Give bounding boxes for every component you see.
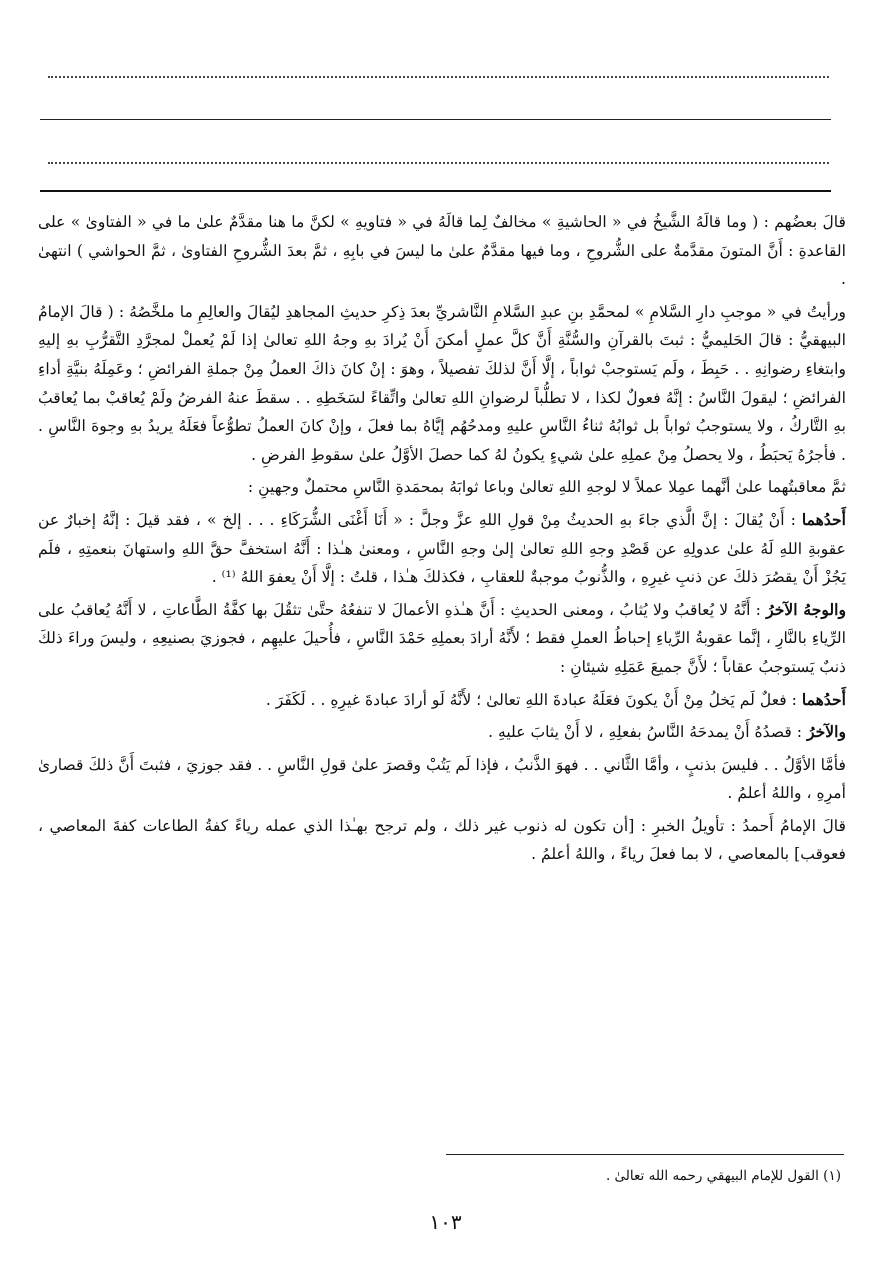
paragraph-text: : فعلٌ لَم يَخلُ مِنْ أَنْ يكونَ فعَلَهُ عبادةَ اللهِ تعالىٰ ؛ لأَنَّهُ لَو أرادَ عبادةَ غيرِهِ . . لَكَفَرَ . bbox=[265, 690, 802, 709]
paragraph-text: فأمَّا الأوَّلُ . . فليسَ بذنبٍ ، وأمَّا الثَّاني . . فهوَ الذَّنبُ ، فإذا لَم يَتُبْ وقصرَ علىٰ قولِ النَّاسِ . . فقد جوزيَ ، فثبتَ أَنَّ ذلكَ قصارىٰ أمرِهِ ، واللهُ أعلمُ . bbox=[38, 755, 846, 803]
paragraph-5 bbox=[38, 596, 846, 682]
paragraph-text: ورأيتُ في « موجبِ دارِ السَّلامِ » لمحمَّدِ بنِ عبدِ السَّلامِ النَّاشريِّ بعدَ ذِكرِ حديثِ المجاهدِ ليُقالَ والعالِمِ ما ملخَّصُهُ : ( قالَ الإمامُ البيهقيُّ : قالَ الحَليميُّ : ثبتَ بالقرآنِ والسُّنَّةِ أَنَّ كلَّ عملٍ أمكنَ أَنْ يُرادَ بهِ وجهُ اللهِ تعالىٰ إذا لَمْ يُعملْ لمجرَّدِ التَّقرُّبِ بهِ إليهِ وابتغاءِ رضوانِهِ . . حَبِطَ ، ولَم يَستوجبْ ثواباً ، إلَّا أَنَّ لذلكَ تفصيلاً ، وهوَ : إنْ كانَ ذاكَ العملُ مِنْ جملةِ الفرائضِ ؛ وعَمِلَهُ بنيَّةِ أداءِ الفرائضِ ؛ ليقولَ النَّاسُ : إنَّهُ فعولٌ لكذا ، لا تطلُّباً لرضوانِ اللهِ تعالىٰ واتِّقاءً لسَخَطِهِ . . سقطَ عنهُ الفرضُ ولَمْ يُعاقبْ بما يُعاقبُ بهِ التَّاركُ ، ولا يستوجبُ ثواباً بل ثوابُهُ ثناءُ النَّاسِ عليهِ ومدحُهُم إيَّاهُ بما فعلَ ، وإنْ كانَ العملُ تطوُّعاً فعَلَهُ يريدُ بهِ وجوهَ النَّاسِ . . فأجرُهُ يَحبَطُ ، ولا يحصلُ مِنْ عملِهِ علىٰ شيءٍ يكونُ لهُ كما حصلَ الأوَّلُ علىٰ سقوطِ الفرضِ . bbox=[38, 302, 846, 464]
paragraph-1 bbox=[38, 208, 846, 294]
dotted-blank-line-1 bbox=[48, 62, 829, 78]
paragraph-2 bbox=[38, 298, 846, 470]
paragraph-text: : أَنْ يُقالَ : إنَّ الَّذي جاءَ بهِ الحديثُ مِنْ قولِ اللهِ عزَّ وجلَّ : « أَنَا أَغْنَى الشُّرَكَاءِ . . . إلخ » ، فقد قيلَ : إنَّهُ إخبارٌ عن عقوبةِ اللهِ لَهُ علىٰ عدولِهِ عن قَصْدِ وجهِ اللهِ تعالىٰ إلىٰ وجهِ النَّاسِ ، ومعنىٰ هـٰذا : أَنَّهُ استخفَّ حقَّ اللهِ واستهانَ بنعمتِهِ ، فلَم يَجُزْ أَنْ يقصُرَ ذلكَ عن ذنبِ غيرِهِ ، والذُّنوبُ موجبةٌ للعقابِ ، فكذلكَ هـٰذا ، قلتُ : إلَّا أَنْ يعفوَ اللهُ ⁽¹⁾ . bbox=[38, 510, 846, 587]
paragraph-9 bbox=[38, 812, 846, 869]
separator-rule-1 bbox=[40, 119, 831, 120]
paragraph-3 bbox=[38, 473, 846, 502]
paragraph-text: قالَ الإمامُ أَحمدُ : تأويلُ الخبرِ : [أن تكون له ذنوب غير ذلك ، ولم ترجح بهـٰذا الذي عمله رياءً كفةُ الطاعات كفةَ المعاصي ، فعوقب] بالمعاصي ، لا بما فعلَ رياءً ، واللهُ أعلمُ . bbox=[38, 816, 846, 864]
dotted-blank-line-2 bbox=[48, 148, 829, 164]
main-text bbox=[38, 208, 846, 873]
paragraph-text: قالَ بعضُهم : ( وما قالَهُ الشَّيخُ في « الحاشيةِ » مخالفٌ لِما قالَهُ في « فتاويهِ » لكنَّ ما هنا مقدَّمٌ علىٰ ما في « الفتاوىٰ » على القاعدةِ : أَنَّ المتونَ مقدَّمةٌ على الشُّروحِ ، وما فيها مقدَّمٌ علىٰ ما ليسَ في بابِهِ ، ثمَّ بعدَ الشُّروحِ الفتاوىٰ ، ثمَّ الحواشي ) انتهىٰ . bbox=[38, 213, 846, 289]
paragraph-4 bbox=[38, 506, 846, 592]
paragraph-7 bbox=[38, 718, 846, 747]
paragraph-text: : قصدُهُ أَنْ يمدحَهُ النَّاسُ بفعلِهِ ، لا أَنْ يثابَ عليهِ . bbox=[488, 723, 807, 742]
separator-rule-2 bbox=[40, 190, 831, 192]
footnote-rule bbox=[446, 1154, 844, 1155]
paragraph-text: ثمَّ معاقبتُهما علىٰ أنَّهما عمِلا عملاً لا لوجهِ اللهِ تعالىٰ وباعا ثوابَهُ بمحمَدةِ النَّاسِ محتملٌ وجهينِ : bbox=[247, 478, 846, 497]
page-number: ١٠٣ bbox=[429, 1210, 462, 1234]
paragraph-6 bbox=[38, 686, 846, 715]
paragraph-lead: والآخرُ bbox=[807, 722, 846, 742]
paragraph-lead: أَحدُهما bbox=[801, 689, 846, 709]
paragraph-lead: أَحدُهما bbox=[801, 509, 846, 529]
paragraph-text: : أَنَّهُ لا يُعاقبُ ولا يُثابُ ، ومعنى الحديثِ : أَنَّ هـٰذهِ الأعمالَ لا تنفعُهُ حتَّىٰ تثقُلَ بها كفَّةُ الطَّاعاتِ ، لا أَنَّهُ يُعاقبُ على الرِّياءِ بالنَّارِ ، إنَّما عقوبةُ الرِّياءِ إحباطُ العملِ فقط ؛ لأَنَّهُ أرادَ بعملِهِ حَمْدَ النَّاسِ ، فأُحيلَ عليهِم ، فجوزيَ بصنيعِهِ ، وليسَ وراءَ ذلكَ ذنبٌ يَستوجبُ عقاباً ؛ لأَنَّ جميعَ عَمَلِهِ شيئانِ : bbox=[38, 600, 846, 676]
paragraph-8 bbox=[38, 751, 846, 808]
footnote: (١) القول للإمام البيهقي رحمه الله تعالىٰ . bbox=[605, 1168, 841, 1184]
paragraph-lead: والوجهُ الآخرُ bbox=[766, 599, 847, 619]
